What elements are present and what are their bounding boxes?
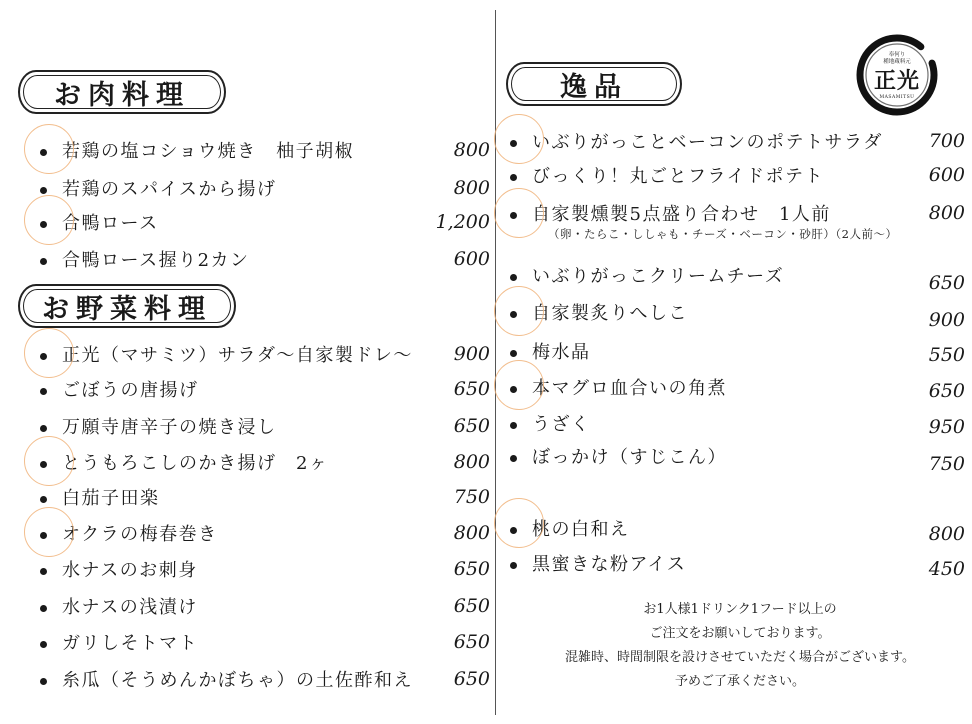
menu-item-price: 800 [453,177,490,199]
menu-item-price: 900 [928,309,965,331]
highlight-ring [24,507,74,557]
menu-item-name: 水ナスのお刺身 [62,560,198,581]
menu-item-price: 800 [453,522,490,544]
menu-item [40,205,490,239]
bullet-icon [510,350,517,357]
bullet-icon [510,274,517,281]
highlight-ring [494,188,544,238]
menu-item [40,372,490,406]
menu-item [510,124,965,158]
menu-item-name: うざく [532,414,591,435]
note-line: 混雑時、時間制限を設けさせていただく場合がございます。 [565,650,915,665]
menu-item-name: いぶりがっことベーコンのポテトサラダ [532,132,883,153]
bullet-icon [510,562,517,569]
menu-item-price: 650 [453,595,490,617]
menu-item-price: 650 [453,415,490,437]
meat-section-title: お肉料理 [54,79,190,111]
highlight-ring [494,360,544,410]
menu-item-name: 自家製燻製5点盛り合わせ 1人前 [532,204,831,225]
menu-item [40,133,490,167]
menu-item [40,409,490,443]
menu-item [510,334,965,374]
menu-item-price: 650 [928,272,965,294]
menu-item-name: 糸瓜（そうめんかぼちゃ）の土佐酢和え [62,670,413,691]
highlight-ring [24,124,74,174]
specialty-section-title: 逸品 [560,71,628,103]
menu-item [510,258,965,298]
bullet-icon [510,174,517,181]
column-divider [495,10,496,715]
menu-item [40,480,490,514]
highlight-ring [24,195,74,245]
menu-item-name: オクラの梅春巻き [62,524,218,545]
highlight-ring [494,114,544,164]
menu-item-price: 600 [928,164,965,186]
bullet-icon [40,388,47,395]
menu-item-price: 750 [928,453,965,475]
menu-item-name: びっくり！丸ごとフライドポテト [532,166,824,187]
menu-item [510,511,965,551]
menu-item-name: 黒蜜きな粉アイス [532,554,687,575]
highlight-ring [494,286,544,336]
menu-item [510,295,965,335]
menu-item-price: 650 [453,378,490,400]
menu-item-name: 自家製炙りへしこ [532,303,688,324]
menu-item-price: 950 [928,416,965,438]
note-line: お1人様1ドリンク1フード以上の [643,602,837,617]
bullet-icon [40,568,47,575]
highlight-ring [494,498,544,548]
menu-item-price: 800 [453,451,490,473]
menu-item-price: 800 [928,523,965,545]
menu-item-name: 桃の白和え [532,519,630,540]
menu-item [40,516,490,550]
menu-item [40,589,490,623]
bullet-icon [40,605,47,612]
menu-item [40,552,490,586]
logo-subtext: 種地蔵料元 [883,59,911,65]
menu-notes [520,598,960,694]
menu-item-name: 合鴨ロース握り2カン [62,250,250,271]
logo-name: 正光 [873,68,920,94]
menu-item [510,370,965,410]
vegetable-section-heading [18,284,236,328]
bullet-icon [40,425,47,432]
bullet-icon [510,455,517,462]
menu-item-name: ガリしそトマト [62,633,199,654]
menu-item [510,546,965,586]
menu-item-name: 水ナスの浅漬け [62,597,198,618]
menu-item-name: 合鴨ロース [62,213,159,234]
menu-item-price: 650 [453,631,490,653]
bullet-icon [40,641,47,648]
menu-item-name: とうもろこしのかき揚げ 2ヶ [62,453,329,474]
menu-item [40,625,490,659]
menu-item-price: 600 [453,248,490,270]
restaurant-logo [854,32,940,118]
menu-item-note: （卵・たらこ・ししゃも・チーズ・ベーコン・砂肝）（2人前～） [548,227,898,241]
menu-item-price: 700 [928,130,965,152]
menu-item [40,337,490,371]
bullet-icon [510,422,517,429]
menu-item-name: いぶりがっこクリームチーズ [532,266,785,287]
menu-item [510,158,965,192]
menu-item-name: 正光（マサミツ）サラダ～自家製ドレ～ [62,345,413,366]
bullet-icon [40,678,47,685]
bullet-icon [40,496,47,503]
menu-item [40,662,490,696]
menu-item-name: 万願寺唐辛子の焼き浸し [62,417,277,438]
highlight-ring [24,328,74,378]
meat-section-heading [18,70,226,114]
menu-item-name: 梅水晶 [532,342,591,363]
menu-item-price: 650 [453,558,490,580]
menu-item [40,171,490,205]
note-line: ご注文をお願いしております。 [649,626,831,641]
menu-item-price: 900 [453,343,490,365]
menu-item-name: 若鶏の塩コショウ焼き 柚子胡椒 [62,141,355,162]
bullet-icon [40,258,47,265]
menu-item [40,445,490,479]
menu-item-price: 1,200 [435,211,490,233]
menu-item-price: 650 [453,668,490,690]
logo-romaji: MASAMITSU [879,95,915,100]
note-line: 予めご了承ください。 [674,674,805,689]
specialty-section-heading [506,62,682,106]
menu-item [510,439,965,479]
menu-item-price: 800 [928,202,965,224]
highlight-ring [24,436,74,486]
menu-item-price: 550 [928,344,965,366]
menu-item-name: ぼっかけ（すじこん） [532,447,727,468]
menu-item [510,196,965,252]
menu-item-name: 若鶏のスパイスから揚げ [62,179,277,200]
menu-item-price: 800 [453,139,490,161]
menu-item-price: 650 [928,380,965,402]
menu-item-name: ごぼうの唐揚げ [62,380,199,401]
logo-subtext: 奉何り [888,52,906,58]
vegetable-section-title: お野菜料理 [42,293,212,325]
menu-item-name: 白茄子田楽 [62,488,160,509]
menu-item [40,242,490,276]
bullet-icon [40,187,47,194]
menu-item-price: 450 [928,558,965,580]
menu-item-name: 本マグロ血合いの角煮 [532,378,727,399]
menu-item-price: 750 [453,486,490,508]
